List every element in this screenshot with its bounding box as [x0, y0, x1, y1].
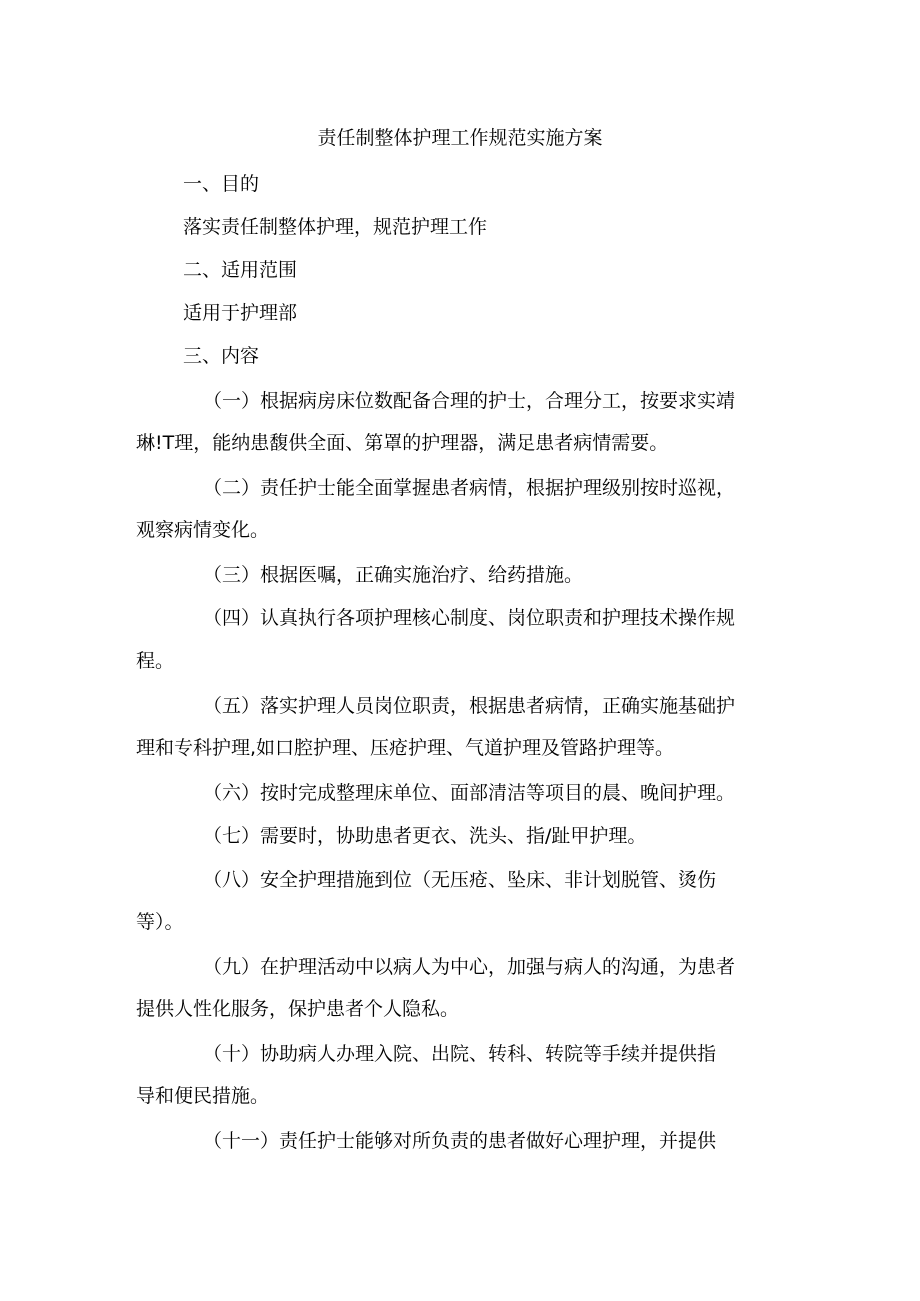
item-1-line-2: 琳!T理，能纳患馥供全面、第罩的护理器，满足患者病情需要。: [136, 432, 669, 454]
purpose-heading: 一、目的: [183, 173, 260, 195]
item-10-line-1: （十）协助病人办理入院、出院、转科、转院等手续并提供指: [203, 1043, 717, 1065]
item-1-line-1: （一）根据病房床位数配备合理的护士，合理分工，按要求实靖: [203, 390, 736, 412]
item-3-line-1: （三）根据医嘱，正确实施治疗、给药措施。: [203, 564, 584, 586]
item-11-line-1: （十一）责任护士能够对所负责的患者做好心理护理，并提供: [203, 1130, 717, 1152]
item-5-line-2: 理和专科护理,如口腔护理、压疮护理、气道护理及管路护理等。: [136, 737, 675, 759]
item-7-line-1: （七）需要时，协助患者更衣、洗头、指/趾甲护理。: [203, 825, 647, 847]
content-heading: 三、内容: [183, 345, 260, 367]
item-5-line-1: （五）落实护理人员岗位职责，根据患者病情，正确实施基础护: [203, 695, 736, 717]
item-6-line-1: （六）按时完成整理床单位、面部清洁等项目的晨、晚间护理。: [203, 782, 736, 804]
item-9-line-2: 提供人性化服务，保护患者个人隐私。: [136, 998, 460, 1020]
scope-heading: 二、适用范围: [183, 259, 298, 281]
item-2-line-1: （二）责任护士能全面掌握患者病情，根据护理级别按时巡视，: [203, 477, 736, 499]
purpose-text: 落实责任制整体护理，规范护理工作: [183, 216, 488, 238]
document-title: 责任制整体护理工作规范实施方案: [317, 127, 603, 149]
scope-text: 适用于护理部: [183, 302, 298, 324]
item-4-line-1: （四）认真执行各项护理核心制度、岗位职责和护理技术操作规: [203, 607, 736, 629]
item-9-line-1: （九）在护理活动中以病人为中心，加强与病人的沟通，为患者: [203, 956, 736, 978]
item-2-line-2: 观察病情变化。: [136, 519, 270, 541]
item-4-line-2: 程。: [136, 650, 175, 672]
item-8-line-1: （八）安全护理措施到位（无压疮、坠床、非计划脱管、烫伤: [203, 869, 717, 891]
item-10-line-2: 导和便民措施。: [136, 1085, 270, 1107]
item-8-line-2: 等）。: [136, 911, 184, 933]
